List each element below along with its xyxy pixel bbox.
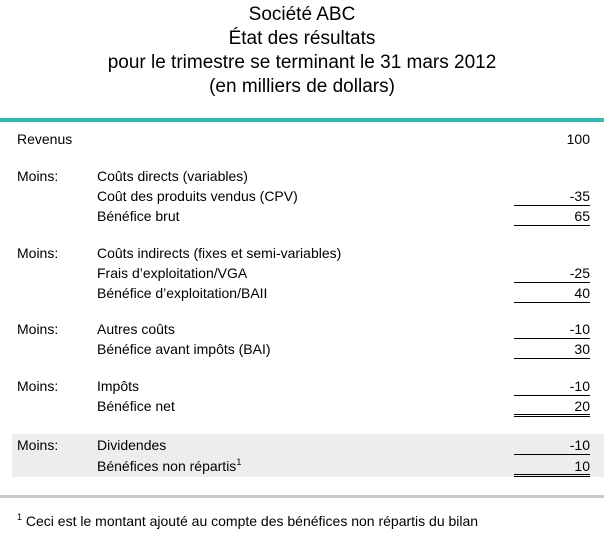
row-label: Dividendes [97, 437, 167, 453]
row-prefix: Moins: [17, 378, 59, 394]
row-other-costs [0, 319, 604, 339]
row-prefix: Moins: [17, 321, 59, 337]
header-divider [0, 118, 604, 122]
company-name: Société ABC [248, 4, 356, 25]
row-value: 100 [566, 131, 590, 147]
row-indirect-costs [0, 243, 604, 263]
row-label: Bénéfice net [97, 398, 175, 414]
row-label: Impôts [97, 378, 140, 394]
row-label [97, 456, 241, 476]
statement-units: (en milliers de dollars) [209, 76, 395, 97]
row-prefix: Moins: [17, 168, 59, 184]
row-label: Bénéfice avant impôts (BAI) [97, 341, 271, 357]
row-value: -10 [514, 435, 590, 455]
row-prefix: Moins: [17, 437, 59, 453]
row-label: Frais d’exploitation/VGA [97, 265, 248, 281]
statement-title: État des résultats [228, 28, 376, 49]
row-net-income [0, 396, 604, 416]
footnote-number: 1 [17, 512, 23, 522]
row-value: 65 [514, 206, 590, 226]
row-sga [0, 263, 604, 283]
row-label: Autres coûts [97, 321, 175, 337]
row-value: -25 [514, 263, 590, 283]
row-gross-profit [0, 206, 604, 226]
footnote [17, 512, 478, 530]
footnote-text: Ceci est le montant ajouté au compte des bénéfices non répartis du bilan [22, 513, 479, 529]
row-value: 10 [514, 456, 590, 477]
row-label: Bénéfice brut [97, 208, 180, 224]
row-label: Coût des produits vendus (CPV) [97, 188, 298, 204]
row-label: Coûts indirects (fixes et semi-variables) [97, 245, 342, 261]
row-label: Coûts directs (variables) [97, 168, 248, 184]
footer-divider [0, 495, 604, 498]
row-value: -35 [514, 186, 590, 206]
row-operating-profit [0, 283, 604, 303]
row-value: 30 [514, 339, 590, 359]
row-value: 40 [514, 283, 590, 303]
row-revenue [0, 129, 604, 149]
row-cogs [0, 186, 604, 206]
row-label-text: Bénéfices non répartis [97, 458, 237, 474]
statement-header [0, 3, 604, 99]
row-direct-costs [0, 166, 604, 186]
statement-period: pour le trimestre se terminant le 31 mars 2012 [107, 52, 497, 73]
row-prefix: Moins: [17, 245, 59, 261]
row-value: -10 [514, 319, 590, 339]
row-taxes [0, 376, 604, 396]
row-label: Bénéfice d’exploitation/BAII [97, 285, 268, 301]
row-value: 20 [514, 396, 590, 417]
row-retained-earnings [0, 456, 604, 476]
row-ebt [0, 339, 604, 359]
row-label: Revenus [17, 131, 73, 147]
row-value: -10 [514, 376, 590, 396]
footnote-marker: 1 [236, 457, 242, 467]
row-dividends [0, 435, 604, 455]
